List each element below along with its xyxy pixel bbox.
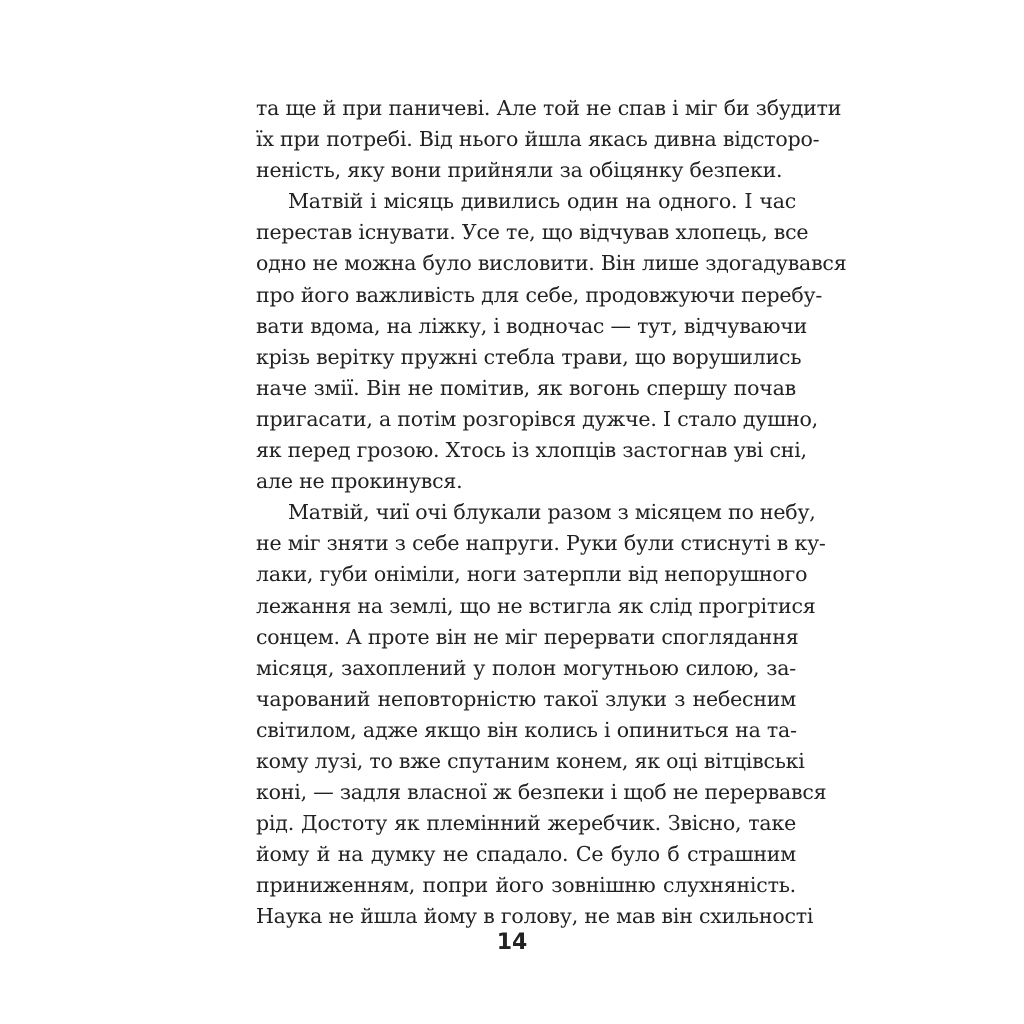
text-line: лежання на землі, що не встигла як слід прогрітися: [256, 593, 816, 618]
text-line: коні, — задля власної ж безпеки і щоб не перервався: [256, 780, 827, 805]
page-number: 14: [496, 930, 528, 955]
text-line: світилом, адже якщо він колись і опиниться на та-: [256, 717, 797, 742]
text-line: Матвій, чиї очі блукали разом з місяцем по небу,: [288, 500, 816, 525]
text-line: кому лузі, то вже спутаним конем, як оці вітцівські: [256, 748, 805, 773]
text-line: як перед грозою. Хтось із хлопців застогнав уві сні,: [256, 438, 807, 463]
text-line: місяця, захоплений у полон могутньою силою, за-: [256, 655, 796, 680]
text-line: їх при потребі. Від нього йшла якась дивна відсторо-: [256, 127, 820, 152]
text-line: рід. Достоту як племінний жеребчик. Звісно, таке: [256, 811, 796, 836]
text-line: крізь верітку пружні стебла трави, що ворушились: [256, 344, 802, 369]
text-line: та ще й при паничеві. Але той не спав і міг би збудити: [256, 96, 842, 120]
text-line: наче змії. Він не помітив, як вогонь спершу почав: [256, 375, 796, 400]
text-line: перестав існувати. Усе те, що відчував хлопець, все: [256, 220, 809, 245]
text-line: Наука не йшла йому в голову, не мав він схильності: [256, 904, 814, 929]
text-line: пригасати, а потім розгорівся дужче. І стало душно,: [256, 406, 818, 431]
text-line: але не прокинувся.: [256, 469, 463, 494]
text-line: неність, яку вони прийняли за обіцянку безпеки.: [256, 158, 783, 183]
text-line: приниженням, попри його зовнішню слухняність.: [256, 873, 796, 898]
text-line: лаки, губи оніміли, ноги затерпли від непорушного: [256, 562, 808, 587]
text-line: не міг зняти з себе напруги. Руки були стиснуті в ку-: [256, 531, 826, 556]
text-line: одно не можна було висловити. Він лише здогадувався: [256, 251, 847, 276]
text-line: Матвій і місяць дивились один на одного. І час: [288, 189, 796, 214]
text-line: чарований неповторністю такої злуки з небесним: [256, 686, 796, 711]
text-line: сонцем. А проте він не міг перервати споглядання: [256, 624, 799, 649]
text-line: вати вдома, на ліжку, і водночас — тут, відчуваючи: [256, 313, 808, 338]
text-line: йому й на думку не спадало. Се було б страшним: [256, 842, 796, 867]
body-text: [256, 93, 847, 933]
text-line: про його важливість для себе, продовжуючи перебу-: [256, 282, 823, 307]
